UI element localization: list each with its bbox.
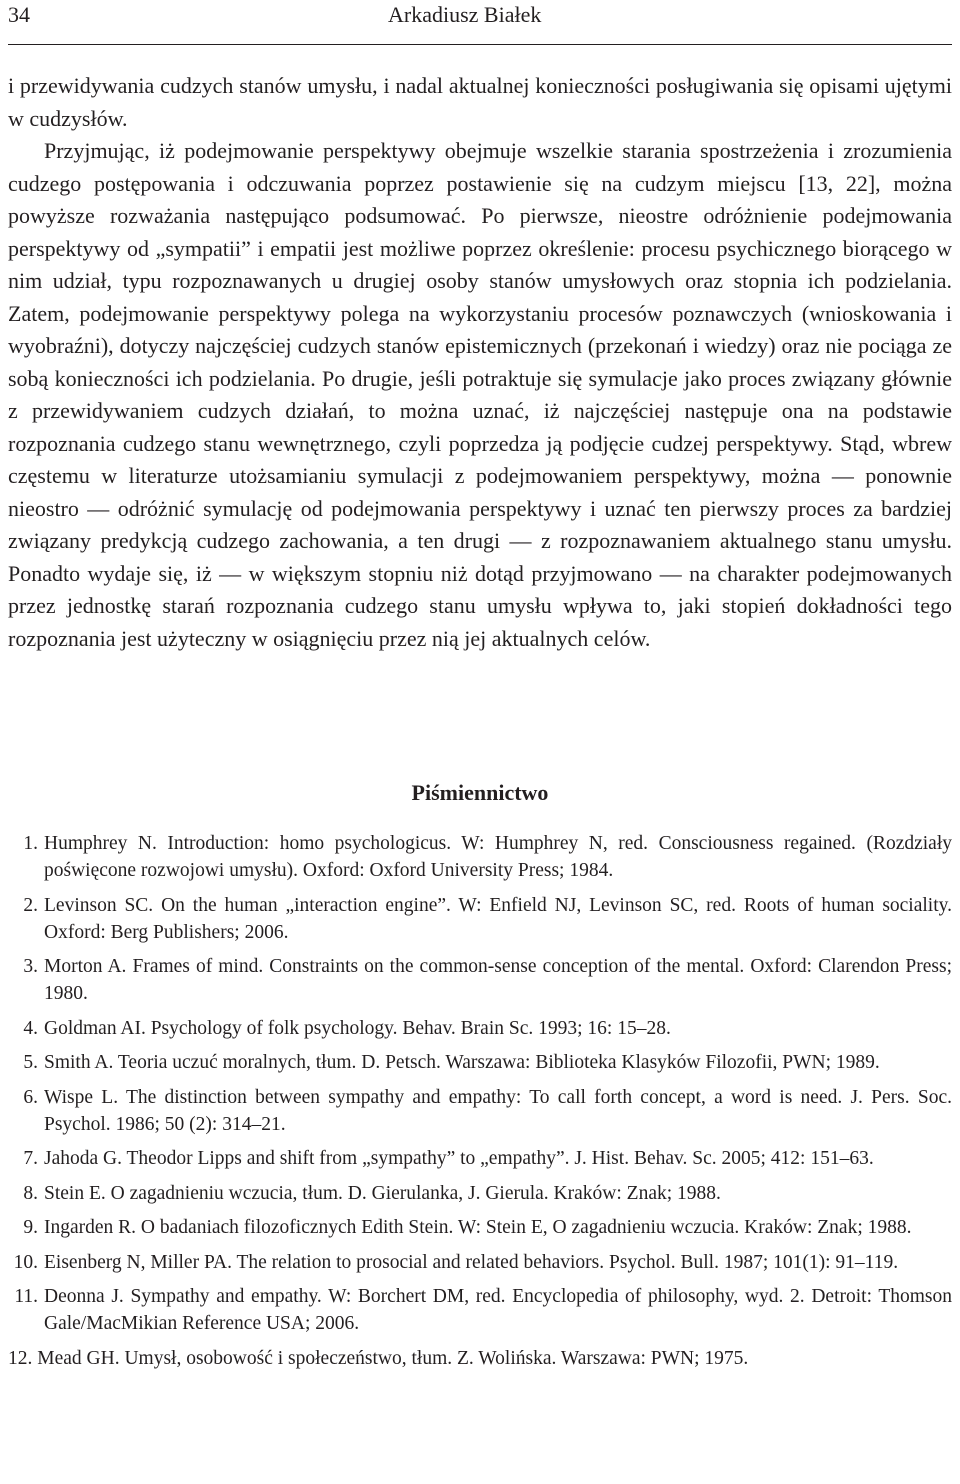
- reference-item: [8, 1283, 952, 1337]
- reference-number: 12.: [8, 1347, 33, 1369]
- reference-text: Jahoda G. Theodor Lipps and shift from „sympathy” to „empathy”. J. Hist. Behav. Sc. 2005; 412: 151–63.: [44, 1148, 874, 1169]
- reference-number: 2.: [23, 894, 38, 916]
- reference-item: [8, 1214, 952, 1241]
- reference-item: [8, 830, 952, 884]
- reference-number: 4.: [23, 1017, 38, 1039]
- reference-text: Goldman AI. Psychology of folk psychology. Behav. Brain Sc. 1993; 16: 15–28.: [44, 1017, 671, 1039]
- reference-text: Smith A. Teoria uczuć moralnych, tłum. D. Petsch. Warszawa: Biblioteka Klasyków Filozofii, PWN; 1989.: [44, 1052, 880, 1073]
- paragraph: i przewidywania cudzych stanów umysłu, i nadal aktualnej konieczności posługiwania się opisami ujętymi w cudzysłów.: [8, 73, 952, 131]
- reference-number: 6.: [23, 1086, 38, 1108]
- reference-text: Stein E. O zagadnieniu wczucia, tłum. D. Gierulanka, J. Gierula. Kraków: Znak; 1988.: [44, 1182, 721, 1204]
- reference-text: Ingarden R. O badaniach filozoficznych Edith Stein. W: Stein E, O zagadnieniu wczucia. Kraków: Znak; 1988.: [44, 1217, 912, 1238]
- paragraph: Przyjmując, iż podejmowanie perspektywy obejmuje wszelkie starania spostrzeżenia i zrozumienia cudzego postępowania i odczuwania poprzez postawienie się na cudzym miejscu [13, 22], można powyższe rozważania następująco podsumować. Po pierwsze, nieostre odróżnienie podejmowania perspektywy od „sympatii” i empatii jest możliwe poprzez określenie: procesu psychicznego biorącego w nim udział, typu rozpoznawanych u drugiej osoby stanów umysłowych oraz stopnia ich podzielania. Zatem, podejmowanie perspektywy polega na wykorzystaniu procesów poznawczych (wnioskowania i wyobraźni), dotyczy najczęściej cudzych stanów epistemicznych (przekonań i wiedzy) oraz nie pociąga ze sobą konieczności ich podzielania. Po drugie, jeśli potraktuje się symulacje jako proces związany głównie z przewidywaniem cudzych działań, to można uznać, iż najczęściej następuje ona na podstawie rozpoznania cudzego stanu wewnętrznego, czyli poprzedza ją podjęcie cudzej perspektywy. Stąd, wbrew częstemu w literaturze utożsamianiu symulacji z podejmowaniem perspektywy, można — ponownie nieostro — odróżnić symulację od podejmowania perspektywy i uznać ten pierwszy proces za bardziej związany predykcją cudzego zachowania, a ten drugi — z rozpoznawaniem aktualnego stanu umysłu. Ponadto wydaje się, iż — w większym stopniu niż dotąd przyjmowano — na charakter podejmowanych przez jednostkę starań rozpoznania cudzego stanu umysłu wpływa to, jaki stopień dokładności tego rozpoznania jest użyteczny w osiągnięciu przez nią jej aktualnych celów.: [8, 138, 952, 651]
- reference-number: 3.: [23, 956, 38, 977]
- reference-text: Mead GH. Umysł, osobowość i społeczeństwo, tłum. Z. Wolińska. Warszawa: PWN; 1975.: [37, 1347, 749, 1369]
- reference-number: 10.: [13, 1251, 38, 1273]
- reference-text: Eisenberg N, Miller PA. The relation to prosocial and related behaviors. Psychol. Bull. 1987; 101(1): 91–119.: [44, 1251, 899, 1273]
- page-number: 34: [8, 2, 30, 27]
- reference-number: 5.: [23, 1052, 38, 1073]
- reference-text: Humphrey N. Introduction: homo psychologicus. W: Humphrey N, red. Consciousness regained. (Rozdziały poświęcone rozwojowi umysłu). Oxford: Oxford University Press; 1984.: [44, 833, 952, 881]
- reference-item: [8, 892, 952, 946]
- reference-item: [8, 1249, 952, 1276]
- reference-number: 7.: [23, 1148, 38, 1169]
- page-header: [8, 0, 952, 45]
- reference-text: Deonna J. Sympathy and empathy. W: Borchert DM, red. Encyclopedia of philosophy, wyd. 2. Detroit: Thomson Gale/MacMikian Reference USA; 2006.: [44, 1286, 952, 1334]
- reference-item: [8, 1049, 952, 1076]
- references-heading: Piśmiennictwo: [411, 780, 549, 805]
- reference-item: [8, 1145, 952, 1172]
- reference-text: Wispe L. The distinction between sympathy and empathy: To call forth concept, a word is need. J. Pers. Soc. Psychol. 1986; 50 (2): 314–21.: [44, 1086, 952, 1135]
- reference-number: 8.: [23, 1182, 38, 1204]
- reference-item: [8, 953, 952, 1007]
- reference-text: Morton A. Frames of mind. Constraints on the common-sense conception of the mental. Oxford: Clarendon Press; 1980.: [44, 956, 952, 1004]
- reference-item: [8, 1015, 952, 1042]
- reference-item: [8, 1084, 952, 1138]
- reference-number: 11.: [14, 1286, 38, 1307]
- reference-number: 9.: [23, 1217, 38, 1238]
- reference-text: Levinson SC. On the human „interaction engine”. W: Enfield NJ, Levinson SC, red. Roots of human sociality. Oxford: Berg Publishers; 2006.: [44, 894, 952, 943]
- reference-number: 1.: [23, 833, 38, 854]
- reference-item: [8, 1345, 952, 1372]
- references-list: [8, 830, 952, 1379]
- body-text: [8, 70, 952, 655]
- reference-item: [8, 1180, 952, 1207]
- running-head-author: Arkadiusz Białek: [388, 2, 542, 27]
